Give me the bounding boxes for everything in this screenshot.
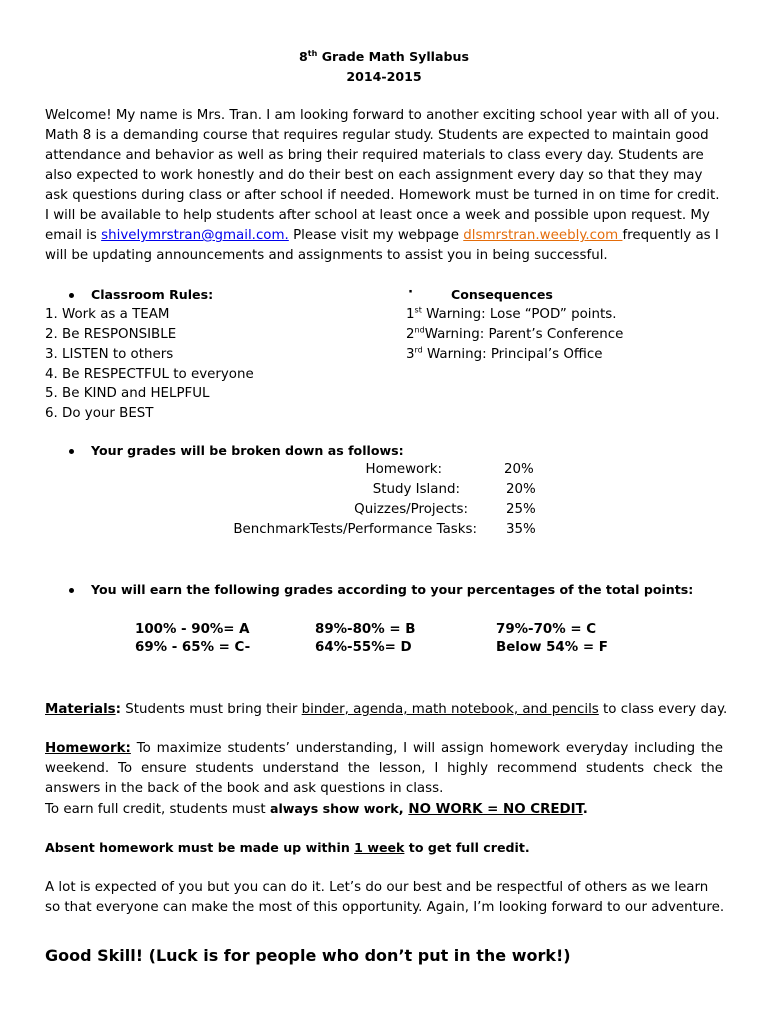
scale-cell: 100% - 90%= A <box>135 622 250 637</box>
rule-item: 1. Work as a TEAM <box>45 307 170 322</box>
outro-paragraph: A lot is expected of you but you can do it. Let’s do our best and be respectful of others as we learn so that everyone can make the most of this opportunity. Again, I’m looking forward to our adventure. <box>45 880 725 915</box>
rule-item: 5. Be KIND and HELPFUL <box>45 386 210 401</box>
rule-item: 6. Do your BEST <box>45 406 154 421</box>
scale-cell: 89%-80% = B <box>315 622 416 637</box>
consequences-marker: · <box>408 285 414 300</box>
intro-text: Welcome! My name is Mrs. Tran. I am looking forward to another exciting school year with all of you. Math 8 is a demanding course that requires regular study. Students are expected to maintain good attendance and behavior as well as bring their required materials to class every day. Students are also expected to work honestly and do their best on each assignment every day so that they may ask questions during class or after school if needed. Homework must be turned in on time for credit. I will be available to help students after school at least once a week and possible upon request. My email is <box>45 108 720 243</box>
rules-heading: Classroom Rules: <box>91 287 214 302</box>
absent-note: Absent homework must be made up within 1 week to get full credit. <box>45 840 530 855</box>
homework-paragraph: Homework: To maximize students’ understanding, I will assign homework everyday including the weekend. To ensure students understand the lesson, I highly recommend students check the answers in the back of the book and ask questions in class. <box>45 741 723 796</box>
credit-line: To earn full credit, students must always show work, NO WORK = NO CREDIT. <box>45 801 588 817</box>
consequence-item: 2ndWarning: Parent’s Conference <box>406 325 624 342</box>
scale-cell: Below 54% = F <box>496 640 608 655</box>
homework-label: Homework: <box>45 741 131 756</box>
webpage-link[interactable]: dlsmrstran.weebly.com <box>463 228 623 243</box>
bullet-icon <box>69 588 74 593</box>
no-work-rule: NO WORK = NO CREDIT <box>408 802 583 817</box>
rule-item: 2. Be RESPONSIBLE <box>45 327 177 342</box>
grade-value: 25% <box>506 502 536 517</box>
consequences-heading: Consequences <box>451 287 553 302</box>
grade-label: BenchmarkTests/Performance Tasks: <box>233 522 477 537</box>
grade-value: 20% <box>506 482 536 497</box>
intro-paragraph <box>45 106 725 266</box>
materials-items: binder, agenda, math notebook, and pencils <box>301 702 599 717</box>
scale-cell: 69% - 65% = C- <box>135 640 251 655</box>
bullet-icon <box>69 449 74 454</box>
consequence-item: 3rd Warning: Principal’s Office <box>406 345 603 362</box>
consequence-item: 1st Warning: Lose “POD” points. <box>406 305 617 322</box>
school-year: 2014-2015 <box>346 69 422 84</box>
email-link[interactable]: shivelymrstran@gmail.com. <box>101 228 289 243</box>
materials-line: Materials: Students must bring their binder, agenda, math notebook, and pencils to class every day. <box>45 702 728 717</box>
scale-cell: 79%-70% = C <box>496 622 597 637</box>
bullet-icon <box>69 293 74 298</box>
grade-label: Quizzes/Projects: <box>354 502 468 517</box>
intro-end: frequently as I will be updating announcements and assignments to assist you in being successful. <box>45 228 719 263</box>
page-title: 8th Grade Math Syllabus <box>299 48 469 64</box>
grade-value: 20% <box>504 462 534 477</box>
scale-cell: 64%-55%= D <box>315 640 412 655</box>
grade-value: 35% <box>506 522 536 537</box>
intro-mid: Please visit my webpage <box>288 228 464 243</box>
rule-item: 4. Be RESPECTFUL to everyone <box>45 367 254 382</box>
materials-label: Materials <box>45 702 116 717</box>
grade-label: Study Island: <box>372 482 460 497</box>
scale-heading: You will earn the following grades according to your percentages of the total points: <box>91 582 694 597</box>
grades-heading: Your grades will be broken down as follows: <box>91 443 404 458</box>
rule-item: 3. LISTEN to others <box>45 347 174 362</box>
closing-line: Good Skill! (Luck is for people who don’t put in the work!) <box>45 946 571 965</box>
grade-label: Homework: <box>365 462 442 477</box>
